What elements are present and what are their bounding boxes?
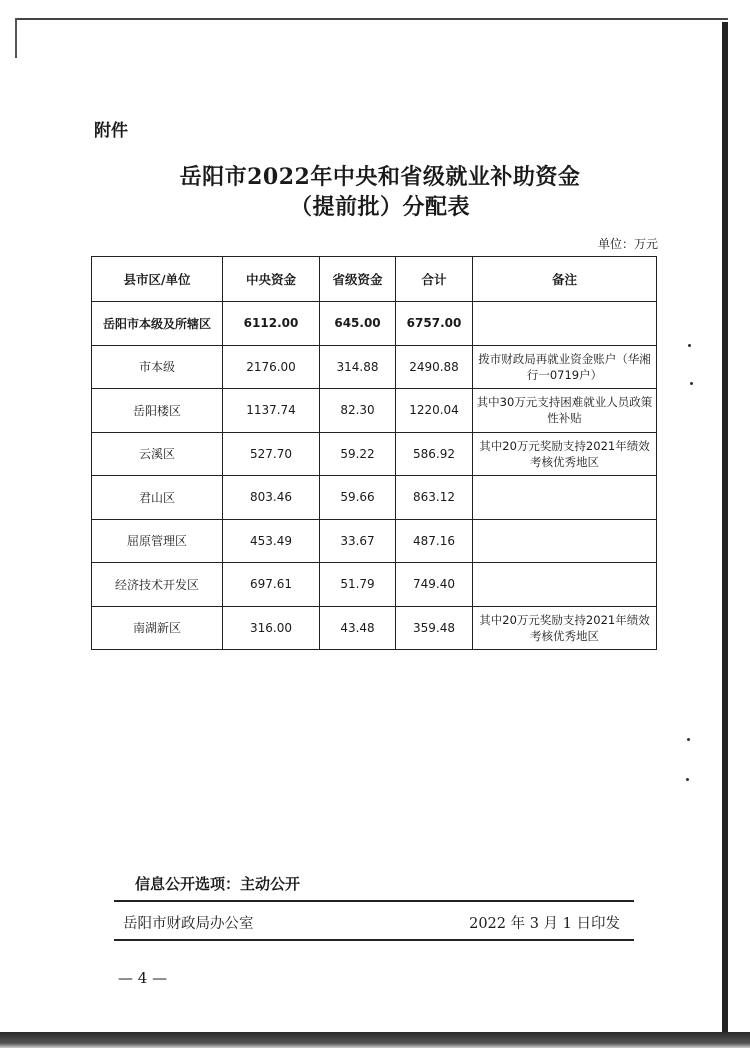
table-row xyxy=(92,345,657,389)
cell-central: 1137.74 xyxy=(223,389,320,433)
document-title-line1: 岳阳市2022年中央和省级就业补助资金 xyxy=(179,164,581,190)
header-total: 合计 xyxy=(396,257,473,302)
cell-provincial: 51.79 xyxy=(320,563,396,607)
table-row xyxy=(92,476,657,520)
cell-region: 岳阳市本级及所辖区 xyxy=(92,302,223,346)
table-header-row xyxy=(92,257,657,302)
scan-speck xyxy=(690,382,693,385)
scan-speck xyxy=(688,344,691,347)
cell-total: 863.12 xyxy=(396,476,473,520)
cell-region: 屈原管理区 xyxy=(92,519,223,563)
cell-remarks xyxy=(473,519,657,563)
table-row xyxy=(92,302,657,346)
cell-provincial: 314.88 xyxy=(320,345,396,389)
header-remarks: 备注 xyxy=(473,257,657,302)
scan-edge-bottom xyxy=(0,1032,750,1048)
cell-region: 市本级 xyxy=(92,345,223,389)
cell-provincial: 59.66 xyxy=(320,476,396,520)
cell-remarks: 其中20万元奖励支持2021年绩效考核优秀地区 xyxy=(473,432,657,476)
attachment-label: 附件 xyxy=(94,121,128,141)
cell-central: 6112.00 xyxy=(223,302,320,346)
unit-label: 单位：万元 xyxy=(597,237,658,251)
cell-region: 君山区 xyxy=(92,476,223,520)
table-row xyxy=(92,563,657,607)
cell-total: 359.48 xyxy=(396,606,473,650)
issuer-name: 岳阳市财政局办公室 xyxy=(123,916,254,932)
scan-edge-left xyxy=(15,18,17,58)
cell-region: 南湖新区 xyxy=(92,606,223,650)
cell-total: 749.40 xyxy=(396,563,473,607)
info-disclosure-option: 信息公开选项：主动公开 xyxy=(135,875,301,893)
table-row xyxy=(92,432,657,476)
page-number: — 4 — xyxy=(118,969,168,987)
document-title-line2: （提前批）分配表 xyxy=(289,194,470,220)
cell-provincial: 43.48 xyxy=(320,606,396,650)
cell-provincial: 645.00 xyxy=(320,302,396,346)
cell-total: 1220.04 xyxy=(396,389,473,433)
cell-central: 527.70 xyxy=(223,432,320,476)
cell-remarks xyxy=(473,302,657,346)
header-central-funds: 中央资金 xyxy=(223,257,320,302)
cell-central: 453.49 xyxy=(223,519,320,563)
table-row xyxy=(92,606,657,650)
cell-central: 316.00 xyxy=(223,606,320,650)
cell-remarks: 其中30万元支持困难就业人员政策性补贴 xyxy=(473,389,657,433)
cell-total: 6757.00 xyxy=(396,302,473,346)
cell-provincial: 33.67 xyxy=(320,519,396,563)
cell-remarks xyxy=(473,563,657,607)
cell-provincial: 82.30 xyxy=(320,389,396,433)
cell-total: 586.92 xyxy=(396,432,473,476)
header-region: 县市区/单位 xyxy=(92,257,223,302)
cell-provincial: 59.22 xyxy=(320,432,396,476)
table-row xyxy=(92,519,657,563)
cell-total: 487.16 xyxy=(396,519,473,563)
cell-remarks: 拨市财政局再就业资金账户（华湘行一0719户） xyxy=(473,345,657,389)
cell-total: 2490.88 xyxy=(396,345,473,389)
cell-central: 2176.00 xyxy=(223,345,320,389)
issue-date: 2022 年 3 月 1 日印发 xyxy=(469,916,620,932)
scan-edge-top xyxy=(16,18,728,20)
cell-region: 云溪区 xyxy=(92,432,223,476)
footer-rule-top xyxy=(114,900,634,902)
allocation-table xyxy=(91,256,657,650)
cell-central: 697.61 xyxy=(223,563,320,607)
header-provincial-funds: 省级资金 xyxy=(320,257,396,302)
cell-central: 803.46 xyxy=(223,476,320,520)
cell-remarks: 其中20万元奖励支持2021年绩效考核优秀地区 xyxy=(473,606,657,650)
cell-region: 岳阳楼区 xyxy=(92,389,223,433)
scan-edge-right xyxy=(722,22,728,1032)
cell-remarks xyxy=(473,476,657,520)
table-row xyxy=(92,389,657,433)
cell-region: 经济技术开发区 xyxy=(92,563,223,607)
scan-speck xyxy=(687,738,690,741)
footer-rule-bottom xyxy=(114,939,634,941)
scan-speck xyxy=(686,778,689,781)
